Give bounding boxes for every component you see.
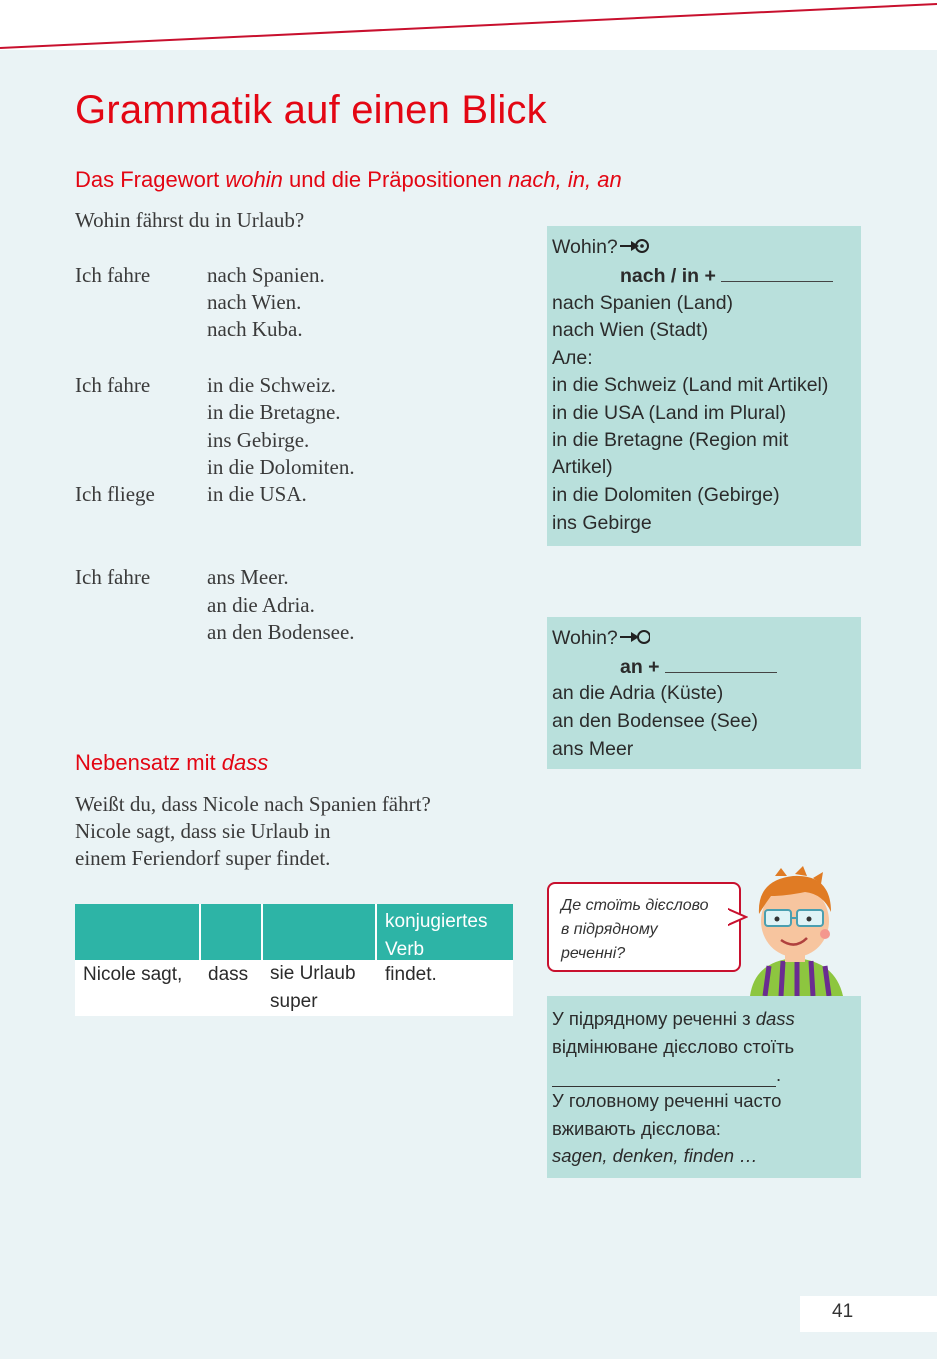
example-line: in die Bretagne. [207,400,341,424]
heading-text: Nebensatz mit [75,750,222,775]
box-line: вживають дієслова: [552,1118,721,1139]
header-rule [0,0,937,60]
sentence-structure-table [75,904,513,1016]
heading-text: Das Fragewort [75,167,226,192]
box-line: Artikel) [552,456,613,478]
box-line: . [552,1064,781,1087]
fill-in-blank [665,672,777,673]
page-number-tab [800,1296,937,1332]
section-heading-dass [75,750,268,776]
box-rule: nach / in + [620,265,833,288]
table-cell: sie Urlaub super [270,963,356,1012]
example-line: nach Spanien. [207,263,325,287]
table-header-cell [377,904,513,960]
example-subject: Ich fliege [75,482,155,506]
example-line: in die USA. [207,482,307,506]
example-line: ans Meer. [207,565,289,589]
example-line: an die Adria. [207,593,315,617]
box-line: in die Schweiz (Land mit Artikel) [552,374,829,396]
boy-character-illustration [735,866,855,996]
example-line: an den Bodensee. [207,620,355,644]
arrow-target-icon [618,237,650,255]
example-line: nach Kuba. [207,317,303,341]
rule-box-nach-in [547,226,861,546]
example-line: in die Schweiz. [207,373,336,397]
box-line: in die USA (Land im Plural) [552,402,787,424]
table-cell: Nicole sagt, [83,964,183,985]
box-line: an den Bodensee (See) [552,710,758,732]
arrow-edge-icon [618,628,650,646]
example-line: in die Dolomiten. [207,455,355,479]
table-cell: dass [208,964,249,985]
rule-box-an [547,617,861,769]
section-heading-wohin [75,167,622,193]
box-line: ans Meer [552,738,634,760]
example-subject: Ich fahre [75,565,151,589]
box-line: У підрядному реченні з dass [552,1008,795,1029]
example-sentence: Nicole sagt, dass sie Urlaub in [75,819,331,843]
box-line: Але: [552,347,593,369]
speech-bubble [547,882,741,972]
fill-in-blank [721,281,833,282]
heading-emphasis: nach, in, an [507,167,622,192]
table-cell: findet. [385,964,437,985]
box-rule: an + [620,656,777,679]
box-label: Wohin? [552,627,650,650]
box-line: in die Bretagne (Region mit [552,429,789,451]
heading-emphasis: wohin [225,167,283,192]
example-subject: Ich fahre [75,373,151,397]
example-line: nach Wien. [207,290,302,314]
box-line: an die Adria (Küste) [552,682,724,704]
example-question: Wohin fährst du in Urlaub? [75,208,305,232]
box-line: ins Gebirge [552,512,652,534]
heading-text: und die Präpositionen [282,167,508,192]
example-sentence: einem Feriendorf super findet. [75,846,331,870]
box-line: nach Wien (Stadt) [552,319,709,341]
page-number: 41 [832,1301,854,1322]
heading-emphasis: dass [221,750,269,775]
box-line: nach Spanien (Land) [552,292,734,314]
page-title: Grammatik auf einen Blick [75,88,547,132]
table-header-cell [201,904,261,960]
example-subject: Ich fahre [75,263,151,287]
box-line: відмінюване дієслово стоїть [552,1036,795,1057]
fill-in-blank [552,1064,776,1087]
example-line: ins Gebirge. [207,428,310,452]
rule-box-dass [547,996,861,1178]
box-label: Wohin? [552,236,650,259]
box-line: in die Dolomiten (Gebirge) [552,484,780,506]
box-line: sagen, denken, finden … [552,1145,758,1166]
table-header-cell [263,904,375,960]
bubble-text: Де стоїть дієслово в підрядному реченні? [561,897,709,962]
example-sentence: Weißt du, dass Nicole nach Spanien fährt? [75,792,431,816]
table-header-cell [75,904,199,960]
box-line: У головному реченні часто [552,1090,782,1111]
table-header-label: konjugiertes Verb [385,911,488,960]
